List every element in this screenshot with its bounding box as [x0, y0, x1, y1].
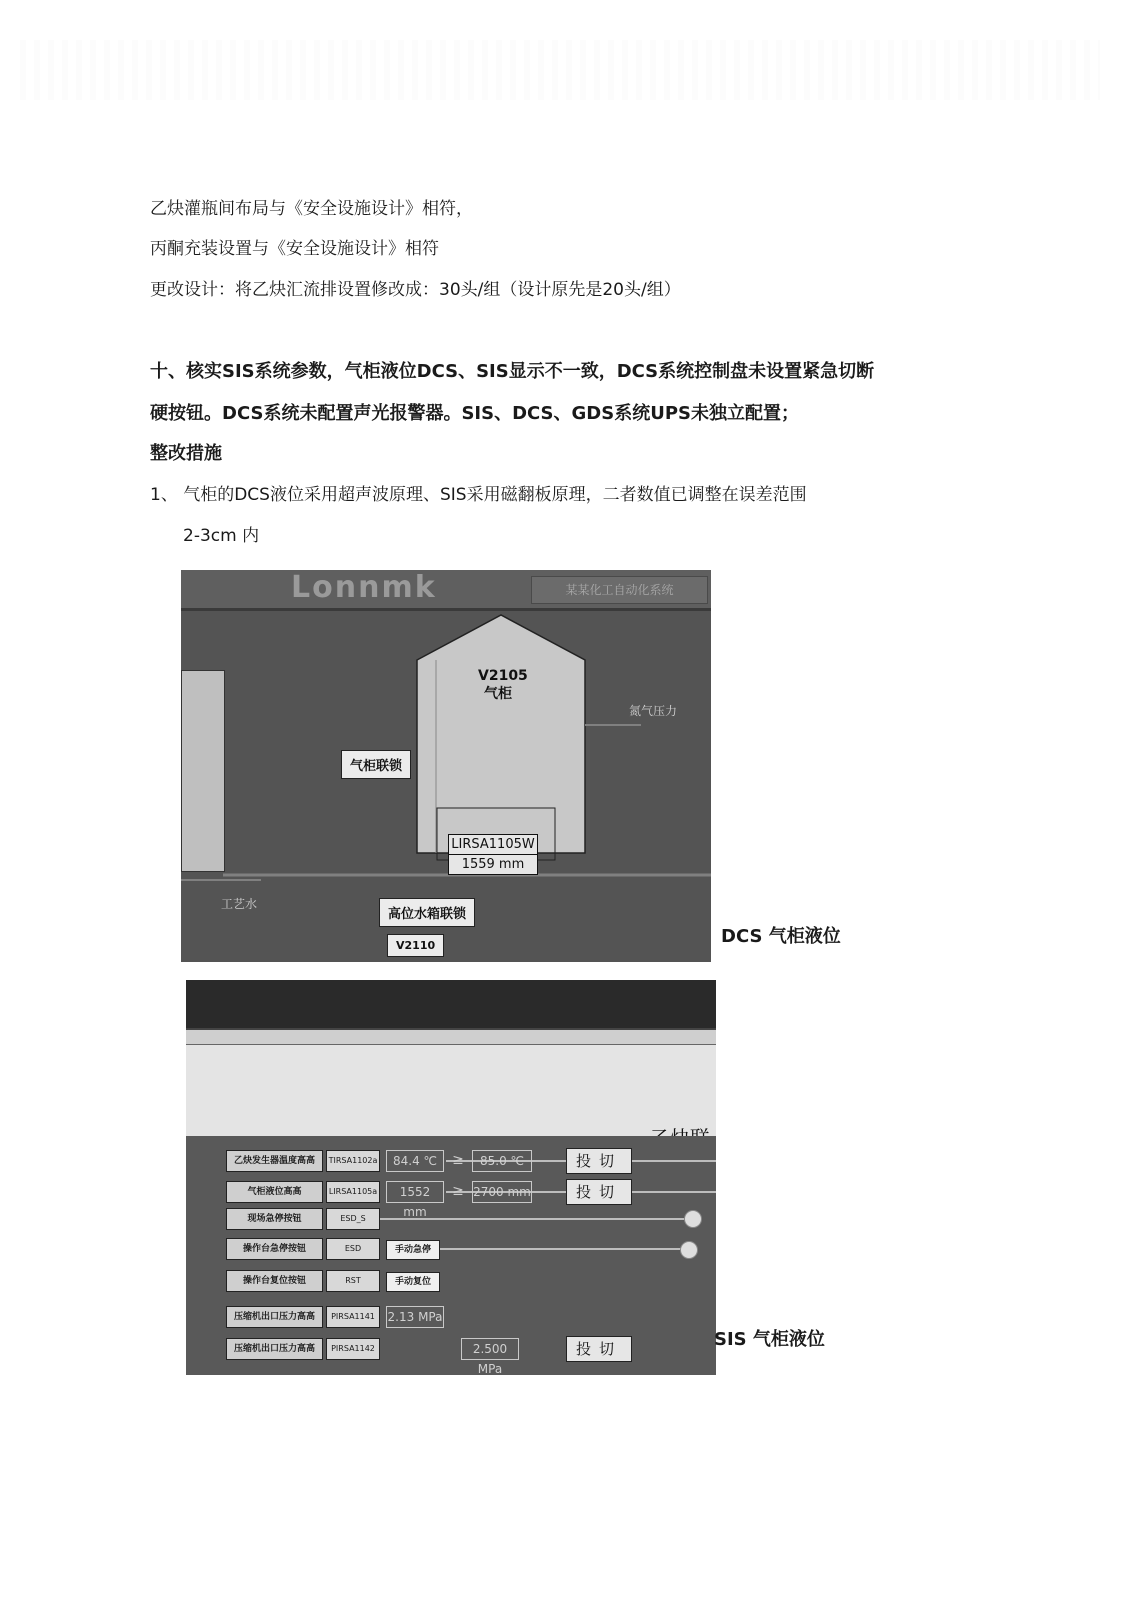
paragraph-acetone: 丙酮充装设置与《安全设施设计》相符: [150, 239, 439, 259]
sis-row-tag: LIRSA1105a: [326, 1181, 380, 1203]
level-tag-box: [448, 834, 538, 875]
sis-switch-knob[interactable]: [684, 1210, 702, 1228]
compare-icon: ≥: [452, 1183, 464, 1199]
sis-row-tag: RST: [326, 1270, 380, 1292]
heading-10-line1: 十、核实SIS系统参数，气柜液位DCS、SIS显示不一致，DCS系统控制盘未设置紧急切断: [150, 361, 875, 382]
sis-row-tag: TIRSA1102a: [326, 1150, 380, 1172]
sis-row-name: 乙炔发生器温度高高: [226, 1150, 323, 1172]
tank-label: 气柜: [484, 686, 512, 702]
dcs-caption: DCS 气柜液位: [721, 926, 841, 947]
scan-noise: [20, 40, 1100, 100]
bypass-toggle-button[interactable]: 投切: [566, 1148, 632, 1174]
sis-row-tag: PIRSA1141: [326, 1306, 380, 1328]
bypass-toggle-button[interactable]: 投切: [566, 1179, 632, 1205]
interlock-button[interactable]: 气柜联锁: [341, 750, 411, 779]
sis-caption: SIS 气柜液位: [714, 1329, 825, 1350]
sis-row-name: 操作台急停按钮: [226, 1238, 323, 1260]
sis-row-name: 现场急停按钮: [226, 1208, 323, 1230]
sis-row-tag: ESD_S: [326, 1208, 380, 1230]
sis-row-name: 压缩机出口压力高高: [226, 1338, 323, 1360]
sis-row-name: 压缩机出口压力高高: [226, 1306, 323, 1328]
section-title: 整改措施: [150, 443, 222, 464]
process-water-label: 工艺水: [221, 897, 258, 911]
paragraph-layout: 乙炔灌瓶间布局与《安全设施设计》相符，: [150, 199, 473, 219]
sis-row-limit: 85.0 ℃: [472, 1150, 532, 1172]
sis-row-name: 气柜液位高高: [226, 1181, 323, 1203]
sis-monitor-bezel: [186, 980, 716, 1028]
sis-signal-line: [336, 1218, 696, 1220]
bypass-toggle-button[interactable]: 投切: [566, 1336, 632, 1362]
manual-reset-button[interactable]: 手动复位: [386, 1272, 440, 1292]
level-tag: LIRSA1105W: [449, 835, 537, 855]
dcs-screen-photo: [181, 570, 711, 962]
dcs-header-tab: 某某化工自动化系统: [531, 576, 708, 604]
high-tank-interlock-button[interactable]: 高位水箱联锁: [379, 898, 475, 927]
sis-column-header: [186, 1030, 716, 1045]
bottom-tag: V2110: [387, 934, 444, 957]
n2-pressure-label: 氮气压力: [629, 704, 678, 718]
heading-10-line2: 硬按钮。DCS系统未配置声光报警器。SIS、DCS、GDS系统UPS未独立配置；: [150, 403, 799, 424]
sis-row-value: 1552 mm: [386, 1181, 444, 1203]
compare-icon: ≥: [452, 1152, 464, 1168]
sis-interlock-table: [186, 1136, 716, 1375]
sis-row-name: 操作台复位按钮: [226, 1270, 323, 1292]
sis-row-limit: 2.500 MPa: [461, 1338, 519, 1360]
level-value: 1559 mm: [461, 857, 525, 872]
dcs-logo: Lonnmk: [291, 570, 437, 605]
sis-header-band: [186, 1028, 716, 1138]
tank-name: V2105: [478, 668, 528, 684]
manual-estop-button[interactable]: 手动急停: [386, 1240, 440, 1260]
sis-signal-line: [406, 1248, 696, 1250]
sis-row-value: 84.4 ℃: [386, 1150, 444, 1172]
sis-row-tag: PIRSA1142: [326, 1338, 380, 1360]
sis-switch-knob[interactable]: [680, 1241, 698, 1259]
sis-row-limit: 2700 mm: [472, 1181, 532, 1203]
sis-screen-photo: [186, 980, 716, 1375]
sis-row-value: 2.13 MPa: [386, 1306, 444, 1328]
sis-row-tag: ESD: [326, 1238, 380, 1260]
item1-line1: 1、 气柜的DCS液位采用超声波原理、SIS采用磁翻板原理，二者数值已调整在误差范围: [150, 485, 807, 505]
paragraph-design-change: 更改设计：将乙炔汇流排设置修改成：30头/组（设计原先是20头/组）: [150, 280, 681, 300]
item1-line2: 2-3cm 内: [183, 526, 260, 546]
